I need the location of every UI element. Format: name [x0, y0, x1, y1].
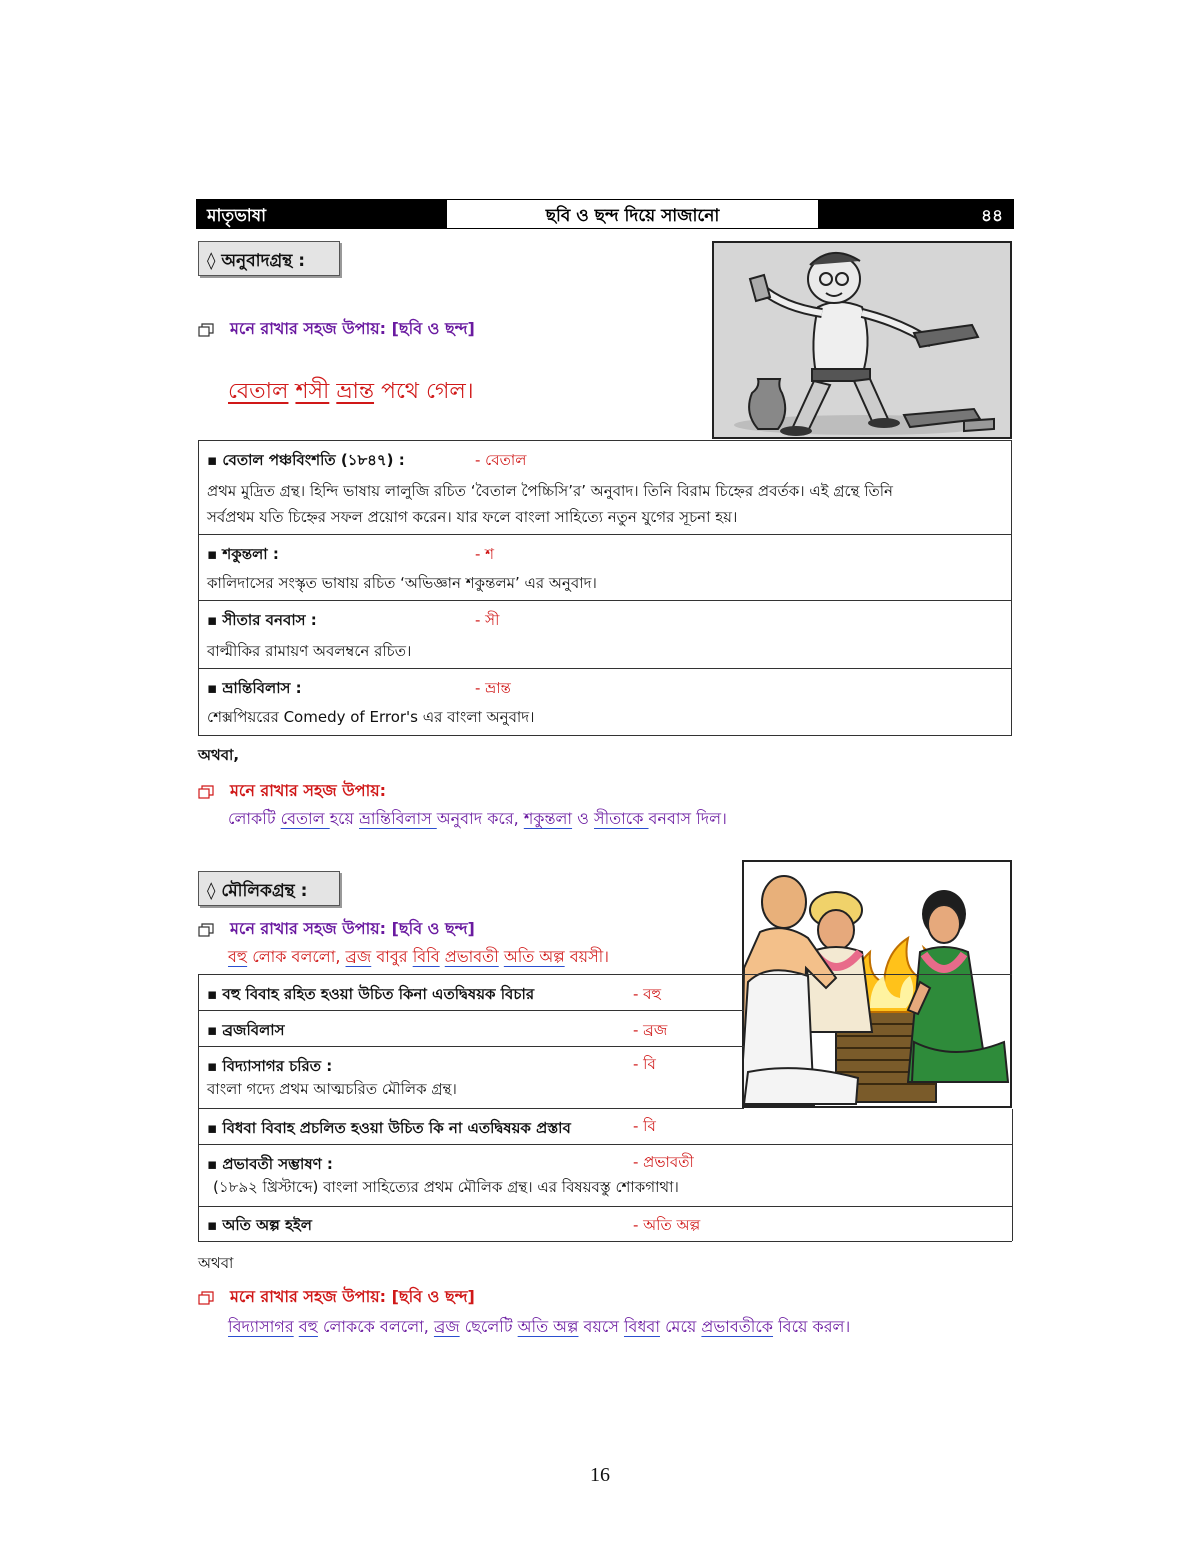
- or-label: অথবা,: [198, 746, 240, 764]
- mnemonic-part: বাবুর: [371, 947, 413, 966]
- sentence-part: বনবাস দিল।: [648, 809, 727, 828]
- sentence-part: মেয়ে: [659, 1317, 702, 1336]
- copy-icon: [198, 323, 214, 337]
- sentence-keyword: অতি অল্প: [517, 1317, 579, 1336]
- sentence-keyword: প্রভাবতীকে: [701, 1317, 774, 1336]
- sentence-part: লোকটি: [228, 809, 281, 828]
- table-row: [199, 535, 1011, 601]
- copy-icon: [198, 1291, 214, 1305]
- book-title: ▪ বিধবা বিবাহ প্রচলিত হওয়া উচিত কি না এতদ্বিষয়ক প্রস্তাব: [207, 1119, 571, 1137]
- book-key: - বি: [633, 1055, 656, 1073]
- mnemonic-sentence-1: [228, 806, 727, 833]
- book-title: ▪ ব্রজবিলাস: [207, 1021, 285, 1039]
- sentence-keyword: বহু: [298, 1317, 318, 1336]
- book-title: ▪ অতি অল্প হইল: [207, 1216, 312, 1234]
- sentence-keyword: সীতাকে: [594, 809, 649, 828]
- memory-tip-text: মনে রাখার সহজ উপায়:: [230, 781, 387, 800]
- book-key: - সী: [475, 611, 500, 629]
- memory-tip-1: [198, 316, 475, 343]
- book-desc: শেক্সপিয়রের Comedy of Error's এর বাংলা অনুবাদ।: [207, 708, 535, 726]
- section-label-translation: ◊ অনুবাদগ্রন্থ :: [198, 241, 340, 276]
- sentence-part: বয়সে: [578, 1317, 624, 1336]
- or-label: অথবা: [198, 1254, 234, 1272]
- mnemonic-part: বয়সী।: [564, 947, 609, 966]
- memory-tip-4: [198, 1284, 475, 1311]
- mnemonic-line-2: [228, 944, 609, 971]
- sentence-keyword: শকুন্তলা: [523, 809, 573, 828]
- book-title: ▪ সীতার বনবাস :: [207, 611, 317, 629]
- sentence-part: অনুবাদ করে,: [436, 809, 524, 828]
- book-desc: বাংলা গদ্যে প্রথম আত্মচরিত মৌলিক গ্রন্থ।: [207, 1080, 457, 1098]
- header-title: ছবি ও ছন্দ দিয়ে সাজানো: [447, 200, 818, 228]
- table-row: [199, 1109, 1013, 1145]
- mnemonic-rest: পথে গেল।: [374, 379, 474, 404]
- mnemonic-word: বহু: [228, 947, 248, 966]
- sentence-part: বিয়ে করল।: [773, 1317, 851, 1336]
- translation-table: [198, 440, 1012, 736]
- book-title: ▪ শকুন্তলা :: [207, 545, 279, 563]
- memory-tip-text: মনে রাখার সহজ উপায়: [ছবি ও ছন্দ]: [230, 919, 475, 938]
- book-desc: কালিদাসের সংস্কৃত ভাষায় রচিত ‘অভিজ্ঞান শকুন্তলম’ এর অনুবাদ।: [207, 574, 597, 592]
- book-desc: সর্বপ্রথম যতি চিহ্নের সফল প্রয়োগ করেন। যার ফলে বাংলা সাহিত্যে নতুন যুগের সূচনা হয়।: [207, 508, 738, 526]
- table-row: [199, 601, 1011, 669]
- illustration-drunk-man: [712, 241, 1012, 439]
- book-key: - ভ্রান্ত: [475, 679, 511, 697]
- copy-icon: [198, 785, 214, 799]
- header-subject: মাতৃভাষা: [197, 200, 447, 228]
- book-title: ▪ ভ্রান্তিবিলাস :: [207, 679, 302, 697]
- table-row: [199, 1047, 744, 1109]
- sentence-keyword: বেতাল: [280, 809, 330, 828]
- mnemonic-word: শসী: [295, 379, 330, 404]
- mnemonic-word: ব্রজ: [345, 947, 372, 966]
- mnemonic-word: ভ্রান্ত: [336, 379, 375, 404]
- memory-tip-text: মনে রাখার সহজ উপায়: [ছবি ও ছন্দ]: [230, 319, 475, 338]
- sentence-keyword: বিদ্যাসাগর: [228, 1317, 294, 1336]
- mnemonic-word: প্রভাবতী: [444, 947, 499, 966]
- book-title: ▪ বেতাল পঞ্চবিংশতি (১৮৪৭) :: [207, 451, 405, 469]
- mnemonic-word: অতি অল্প: [503, 947, 565, 966]
- original-table: [198, 974, 1012, 1242]
- book-key: - বি: [633, 1117, 656, 1135]
- table-row: [199, 1145, 1013, 1207]
- sentence-keyword: ব্রজ: [433, 1317, 460, 1336]
- header-page-ref: ৪৪: [818, 200, 1013, 228]
- sentence-keyword: বিধবা: [623, 1317, 660, 1336]
- book-key: - শ: [475, 545, 495, 563]
- book-desc: প্রথম মুদ্রিত গ্রন্থ। হিন্দি ভাষায় লালুজি রচিত ‘বৈতাল পৈচ্চিসি’র’ অনুবাদ। তিনি বিরাম চিহ্নের প্রবর্তক। এই গ্রন্থে তিনি: [207, 482, 893, 500]
- book-key: - বহু: [633, 985, 662, 1003]
- book-title: ▪ প্রভাবতী সম্ভাষণ :: [207, 1155, 333, 1173]
- memory-tip-text: মনে রাখার সহজ উপায়: [ছবি ও ছন্দ]: [230, 1287, 475, 1306]
- book-key: - বেতাল: [475, 451, 527, 469]
- sentence-part: লোককে বললো,: [317, 1317, 434, 1336]
- book-title: ▪ বহু বিবাহ রহিত হওয়া উচিত কিনা এতদ্বিষয়ক বিচার: [207, 985, 535, 1003]
- sentence-part: হয়ে: [329, 809, 360, 828]
- table-row: [199, 975, 744, 1011]
- page-header: [196, 199, 1014, 229]
- book-desc: (১৮৯২ খ্রিস্টাব্দে) বাংলা সাহিত্যের প্রথম মৌলিক গ্রন্থ। এর বিষয়বস্তু শোকগাথা।: [213, 1178, 679, 1196]
- mnemonic-part: লোক বললো,: [247, 947, 346, 966]
- table-row: [199, 441, 1011, 535]
- book-key: - প্রভাবতী: [633, 1153, 694, 1171]
- book-desc: বাল্মীকির রামায়ণ অবলম্বনে রচিত।: [207, 642, 412, 660]
- section-label-original: ◊ মৌলিকগ্রন্থ :: [198, 871, 340, 906]
- sentence-part: ও: [572, 809, 595, 828]
- book-title: ▪ বিদ্যাসাগর চরিত :: [207, 1057, 333, 1075]
- page-number: 16: [590, 1464, 610, 1486]
- mnemonic-line-1: [228, 374, 474, 411]
- memory-tip-2: [198, 778, 386, 805]
- mnemonic-word: বিবি: [412, 947, 440, 966]
- book-key: - ব্রজ: [633, 1021, 668, 1039]
- table-row: [199, 1011, 744, 1047]
- book-key: - অতি অল্প: [633, 1216, 701, 1234]
- table-row: [199, 669, 1011, 735]
- table-row: [199, 1207, 1013, 1241]
- sentence-keyword: ভ্রান্তিবিলাস: [359, 809, 437, 828]
- copy-icon: [198, 923, 214, 937]
- sentence-part: ছেলেটি: [459, 1317, 518, 1336]
- mnemonic-word: বেতাল: [228, 379, 289, 404]
- memory-tip-3: [198, 916, 475, 943]
- mnemonic-sentence-2: [228, 1314, 850, 1341]
